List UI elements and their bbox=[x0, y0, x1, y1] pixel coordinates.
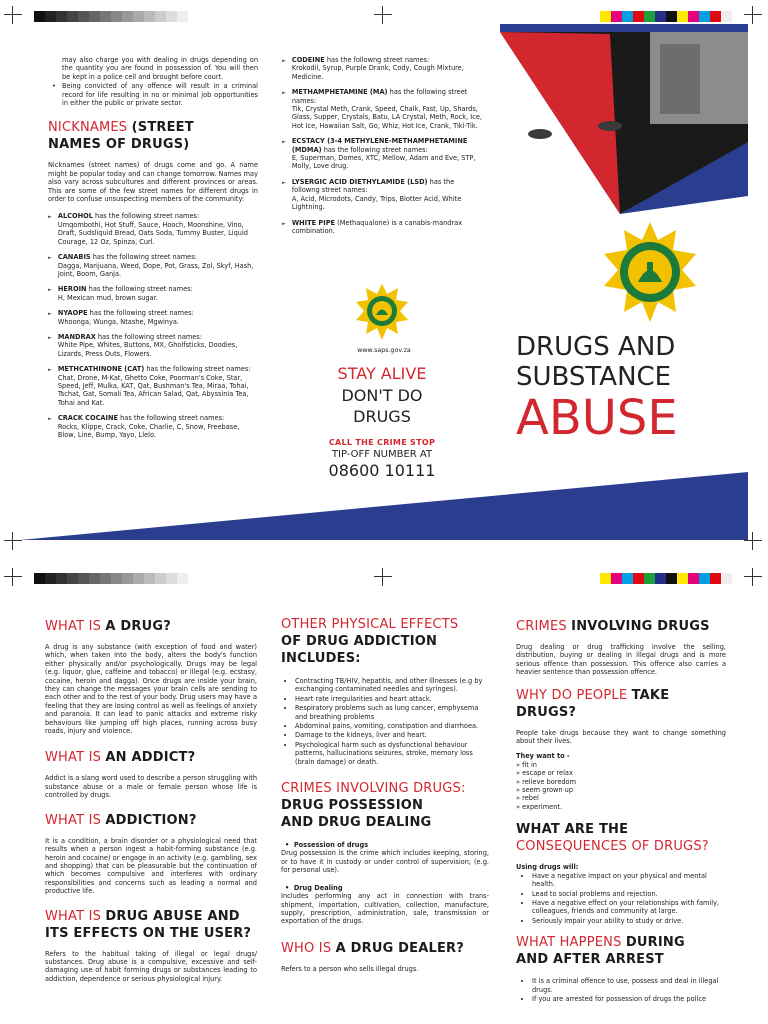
bullet-triangle: ► bbox=[282, 220, 286, 227]
what-is-addiction-heading: WHAT IS ADDICTION? bbox=[45, 812, 197, 828]
dealing-text: Includes performing any act in connection with trans-shipment, importation, cultivation, collection, manufacture, supply, prescription, administration, sale, transmission or exportation of the drugs. bbox=[281, 892, 489, 926]
dealing-heading: • Drug Dealing bbox=[285, 883, 343, 892]
drug-body bbox=[292, 88, 482, 130]
drug-name: NYAOPE bbox=[57, 309, 88, 318]
bottom-mid-panel bbox=[281, 616, 489, 973]
drug-item bbox=[282, 137, 482, 171]
want-item: » rebel bbox=[516, 794, 539, 803]
title-line-3: ABUSE bbox=[516, 390, 678, 446]
arrest-item: • It is a criminal offence to use, possess and deal in illegal drugs. bbox=[532, 977, 726, 994]
drug-body bbox=[292, 219, 482, 236]
top-left-panel bbox=[48, 56, 258, 446]
drug-item bbox=[48, 333, 258, 358]
street-names: Tik, Crystal Meth, Crank, Speed, Chalk, Fast, Up, Shards, Glass, Supper, Crystals, Batu, LA Crystal, Meth, Rock, Ice, Hot Ice, Hawaiian Salt, Go, Whiz, Hot Ice, Crank, Tiki-Tik. bbox=[291, 105, 482, 130]
drug-name-rest: (Methaqualone) is a canabis-mandrax combination. bbox=[291, 218, 463, 235]
drug-heading-line bbox=[292, 56, 482, 64]
drug-body bbox=[58, 253, 258, 278]
drug-item bbox=[48, 365, 258, 407]
drug-heading-line bbox=[58, 285, 258, 293]
registration-mark bbox=[744, 532, 762, 550]
drug-name: METHAMPHETAMINE (MA) bbox=[291, 88, 388, 97]
color-bar-bottom bbox=[600, 573, 732, 584]
street-names: Rocks, Klippe, Crack, Coke, Charlie, C, Snow, Freebase, Blow, Line, Bump, Yayo, Llelo. bbox=[57, 422, 240, 439]
drug-body bbox=[292, 56, 482, 81]
drug-heading-line bbox=[292, 137, 482, 154]
drug-name: MANDRAX bbox=[57, 332, 96, 341]
want-item: » relieve boredom bbox=[516, 777, 577, 786]
drug-name-rest: has the followng street names: bbox=[324, 56, 430, 64]
drug-heading-line bbox=[58, 365, 258, 373]
drug-item bbox=[48, 309, 258, 326]
bullet-triangle: ► bbox=[48, 214, 52, 221]
bottom-sheet bbox=[0, 560, 768, 1024]
drug-body bbox=[292, 137, 482, 171]
drugs-word: DRUGS bbox=[353, 407, 411, 426]
tipoff-label: TIP-OFF NUMBER AT bbox=[331, 449, 433, 460]
want-heading: They want to - bbox=[516, 752, 570, 761]
bottom-right-panel bbox=[516, 618, 726, 1004]
drug-name: HEROIN bbox=[57, 285, 87, 294]
bullet-triangle: ► bbox=[282, 139, 286, 146]
street-names: A, Acid, Microdots, Candy, Trips, Blotter Acid, White Lightning. bbox=[291, 194, 462, 212]
street-names: Dagga, Marijuana, Weed, Dope, Pot, Grass, Zol, Skyf, Hash, Joint, Boom, Ganja. bbox=[57, 261, 254, 278]
effect-item: • Heart rate irregularities and heart attack. bbox=[295, 695, 489, 703]
want-item: » fit in bbox=[516, 760, 537, 769]
registration-mark bbox=[4, 6, 22, 24]
drug-heading-line bbox=[292, 178, 482, 195]
drug-dealer-text: Refers to a person who sells illegal drugs. bbox=[281, 964, 419, 973]
drug-item bbox=[282, 178, 482, 212]
consequence-item: • Lead to social problems and rejection. bbox=[532, 890, 726, 898]
bullet-triangle: ► bbox=[48, 367, 52, 374]
drug-name: CANABIS bbox=[57, 253, 91, 262]
top-mid-panel bbox=[282, 56, 482, 480]
drug-heading-line bbox=[58, 212, 258, 220]
bottom-left-panel bbox=[45, 618, 257, 983]
drug-name: CODEINE bbox=[291, 56, 325, 64]
drug-heading-line bbox=[58, 253, 258, 261]
what-is-drug-text: A drug is any substance (with exception of food and water) which, when taken into the body, alters the body's function either physically and/or psychologically. Drugs may be legal (e.g. liquor, glue, caffeine and tobacco) or illegal (e.g. ecstasy, cocaine, heroin and dagga). Once drugs are inside your brain, they can change the messages your brain cells are sending to each other and to the rest of your body. Drug users may have a feeling that they are losing control as well as feelings of anxiety and paranoia. It can lead to panic attacks and extreme risky behaviours like jumping off high places, running across busy roads, injury and violence. bbox=[45, 643, 257, 736]
drug-dealer-heading: WHO IS A DRUG DEALER? bbox=[281, 940, 465, 956]
consequence-item: • Seriously impair your ability to study or drive. bbox=[532, 917, 726, 925]
effect-item: • Psychological harm such as dysfunctional behaviour patterns, hallucinations seizures, stroke, memory loss (brain damage) or death. bbox=[295, 741, 489, 766]
registration-mark bbox=[4, 568, 22, 586]
drug-heading-line bbox=[292, 88, 482, 105]
drug-name-rest: has the followng street names: bbox=[291, 177, 455, 195]
possession-heading: • Possession of drugs bbox=[285, 841, 369, 850]
drug-item bbox=[282, 88, 482, 130]
bullet-triangle: ► bbox=[282, 58, 286, 64]
wants-list bbox=[516, 761, 726, 811]
registration-mark bbox=[4, 532, 22, 550]
drug-body bbox=[58, 309, 258, 326]
phone-number[interactable]: 08600 10111 bbox=[328, 461, 436, 480]
drug-name: CRACK COCAINE bbox=[57, 414, 118, 423]
drug-heading-line bbox=[58, 414, 258, 422]
color-bar-top bbox=[600, 11, 732, 22]
street-names: Umqombothi, Hot Stuff, Sauce, Hooch, Moonshine, Vino, Draft, Sudsliquid Bread, Oats Soda, Tummy Buster, Liquid Courage, 12 Oz, Spinza, Curl. bbox=[57, 220, 248, 246]
grayscale-bar-top bbox=[34, 11, 188, 22]
crimes-drugs-heading: CRIMES INVOLVING DRUGS: DRUG POSSESSION AND DRUG DEALING bbox=[281, 781, 466, 831]
drug-item bbox=[282, 56, 482, 81]
nicknames-heading: NICKNAMES (STREET NAMES OF DRUGS) bbox=[48, 120, 194, 153]
drug-body bbox=[58, 414, 258, 439]
drug-name: METHCATHINONE (CAT) bbox=[57, 365, 145, 374]
consequences-heading: WHAT ARE THE CONSEQUENCES OF DRUGS? bbox=[516, 822, 709, 855]
consequences-list bbox=[516, 872, 726, 925]
drug-abuse-heading: WHAT IS DRUG ABUSE AND ITS EFFECTS ON THE USER? bbox=[45, 908, 252, 941]
cover-title bbox=[516, 332, 756, 444]
bullet-triangle: ► bbox=[282, 179, 286, 186]
drug-heading-line bbox=[292, 219, 482, 236]
nicknames-intro: Nicknames (street names) of drugs come and go. A name might be popular today and can change tomorrow. Names may also vary across subcultures and different provinces or areas. This are some of the few street names for different drugs in order to confuse unsuspecting members of the community: bbox=[48, 161, 258, 204]
eye-left bbox=[528, 129, 552, 139]
drug-body bbox=[58, 285, 258, 302]
intro-line: • Being convicted of any offence will result in a criminal record for life resulting in no or minimal job opportunities in either the public or private sector. bbox=[52, 82, 258, 108]
consequence-item: • Have a negative impact on your physical and mental health. bbox=[532, 872, 726, 889]
drug-name-rest: has the following street names: bbox=[144, 365, 251, 374]
drug-name: WHITE PIPE bbox=[291, 218, 336, 227]
crimes-involving-heading: CRIMES INVOLVING DRUGS bbox=[516, 619, 710, 634]
drug-name: ECSTACY (3-4 METHYLENE-METHAMPHETAMINE (MDMA) bbox=[291, 137, 468, 154]
street-names: H, Mexican mud, brown sugar. bbox=[57, 293, 158, 302]
drug-body bbox=[58, 365, 258, 407]
crime-stop: CALL THE CRIME STOP bbox=[328, 438, 436, 447]
drug-name-rest: has the following street names: bbox=[86, 285, 193, 294]
drug-abuse-text: Refers to the habitual taking of illegal or legal drugs/ substances. Drug abuse is a compulsive, excessive and self-damaging use of habit forming drugs or substances leading to addiction, dependence or serious physiological injury. bbox=[45, 949, 257, 983]
possession-text: Drug possession is the crime which includes keeping, storing, or to have it in custody or under control of supervision; (e.g. for personal use). bbox=[281, 849, 489, 875]
what-is-drug-heading: WHAT IS A DRUG? bbox=[45, 619, 171, 634]
what-is-addict-text: Addict is a slang word used to describe a person struggling with substance abuse or a male or female person whose life is controlled by drugs. bbox=[45, 774, 257, 800]
registration-mark bbox=[744, 6, 762, 24]
effects-heading: OTHER PHYSICAL EFFECTS OF DRUG ADDICTION INCLUDES: bbox=[281, 617, 459, 666]
bullet-triangle: ► bbox=[48, 287, 52, 294]
drug-item bbox=[48, 414, 258, 439]
drug-item bbox=[48, 285, 258, 302]
what-is-addict-heading: WHAT IS AN ADDICT? bbox=[45, 750, 196, 766]
bullet-triangle: ► bbox=[48, 255, 52, 262]
bullet-triangle: ► bbox=[48, 416, 52, 423]
registration-mark bbox=[374, 6, 392, 24]
drug-heading-line bbox=[58, 309, 258, 317]
arrest-item: • If you are arrested for possession of drugs the police bbox=[532, 995, 726, 1003]
street-names: Krokodil, Syrup, Purple Drank, Cody, Cough Mixture, Medicine. bbox=[291, 64, 464, 81]
why-heading: WHY DO PEOPLE TAKE DRUGS? bbox=[516, 687, 670, 720]
saps-badge-large bbox=[598, 220, 702, 324]
want-item: » escape or relax bbox=[516, 769, 573, 778]
intro-line: may also charge you with dealing in drugs depending on the quantity you are found in possession of. You will then be kept in a police cell and brought before court. bbox=[62, 56, 258, 81]
navy-band bbox=[0, 468, 768, 560]
dont-do: DON'T DO bbox=[341, 386, 423, 405]
street-names: Chat, Drone, M-Kat, Ghetto Coke, Poorman's Coke, Star, Speed, Jeff, Mulka, KAT, Qat, Bushman's Tea, Miraa, Tohai, Tschat, Gat, Somali Tea, African Salad, Qat, Abyssinia Tea, Tohai and Kat. bbox=[57, 373, 249, 407]
bullet-triangle: ► bbox=[48, 311, 52, 318]
bullet-triangle: ► bbox=[48, 334, 52, 341]
what-is-addiction-text: It is a condition, a brain disorder or a physiological need that results when a person ingest a habit-forming substance (e.g. heroin and cocaine) or engage in an activity (e.g. gambling, sex and shopping) that can be pleasurable but the continuation of which becomes compulsive and interferes with ordinary responsibilities and concerns such as leading a normal and productive life. bbox=[45, 836, 257, 896]
title-line-2: SUBSTANCE bbox=[516, 362, 672, 392]
drug-body bbox=[58, 212, 258, 246]
want-item: » experiment. bbox=[516, 802, 563, 811]
registration-mark bbox=[744, 568, 762, 586]
drug-item bbox=[282, 219, 482, 236]
drug-name: ALCOHOL bbox=[57, 212, 93, 221]
street-names: Whoonga, Wunga, Ntashe, Mgwinya. bbox=[57, 317, 180, 326]
drug-name-rest: has the following street names: bbox=[90, 253, 197, 262]
effect-item: • Respiratory problems such as lung cancer, emphysema and breathing problems bbox=[295, 704, 489, 721]
stay-alive: STAY ALIVE bbox=[337, 364, 427, 383]
effects-list bbox=[281, 677, 489, 766]
drug-name-rest: has the following street names: bbox=[87, 309, 194, 318]
drug-name-rest: has the following street names: bbox=[95, 332, 203, 341]
arrest-heading: WHAT HAPPENS DURING AND AFTER ARREST bbox=[516, 935, 685, 968]
why-text: People take drugs because they want to change something about their lives. bbox=[516, 728, 726, 746]
title-line-1: DRUGS AND bbox=[516, 332, 676, 362]
drug-heading-line bbox=[58, 333, 258, 341]
drug-body bbox=[58, 333, 258, 358]
effect-item: • Damage to the kidneys, liver and heart. bbox=[295, 731, 489, 739]
effect-item: • Contracting TB/HIV, hepatitis, and other illnesses (e.g by exchanging contaminated needles and syringes). bbox=[295, 677, 489, 694]
registration-mark bbox=[374, 568, 392, 586]
street-names: E, Superman, Domes, XTC, Mellow, Adam and Eve, STP, Molly, Love drug. bbox=[291, 154, 476, 171]
drug-name-rest: has the following street names: bbox=[118, 414, 225, 423]
using-heading: Using drugs will: bbox=[516, 863, 579, 872]
saps-badge-small bbox=[354, 282, 410, 342]
arrest-list bbox=[516, 977, 726, 1003]
website[interactable]: www.saps.gov.za bbox=[357, 347, 411, 354]
drug-item bbox=[48, 212, 258, 246]
street-names: White Pipe, Whites, Buttons, MX, Gholfsticks, Doodies, Lizards, Press Outs, Flowers. bbox=[57, 341, 238, 358]
drug-name: LYSERGIC ACID DIETHYLAMIDE (LSD) bbox=[291, 177, 428, 186]
grayscale-bar-bottom bbox=[34, 573, 188, 584]
crimes-involving-text: Drug dealing or drug trafficking involve the selling, distribution, buying or dealing in illegal drugs and is more serious offence than possession. This offence also carries a heavier sentence than possession offence. bbox=[516, 643, 726, 677]
eye-right bbox=[598, 121, 622, 131]
drug-item bbox=[48, 253, 258, 278]
consequence-item: • Have a negative effect on your relationships with family, colleagues, friends and community at large. bbox=[532, 899, 726, 916]
want-item: » seem grown up bbox=[516, 786, 574, 795]
bullet-triangle: ► bbox=[282, 90, 286, 97]
drug-name-rest: has the following street names: bbox=[321, 145, 428, 154]
drug-body bbox=[292, 178, 482, 212]
effect-item: • Abdominal pains, vomiting, constipation and diarrhoea. bbox=[295, 722, 489, 730]
drug-name-rest: has the following street names: bbox=[92, 212, 200, 221]
drug-name-rest: has the following street names: bbox=[291, 88, 468, 105]
